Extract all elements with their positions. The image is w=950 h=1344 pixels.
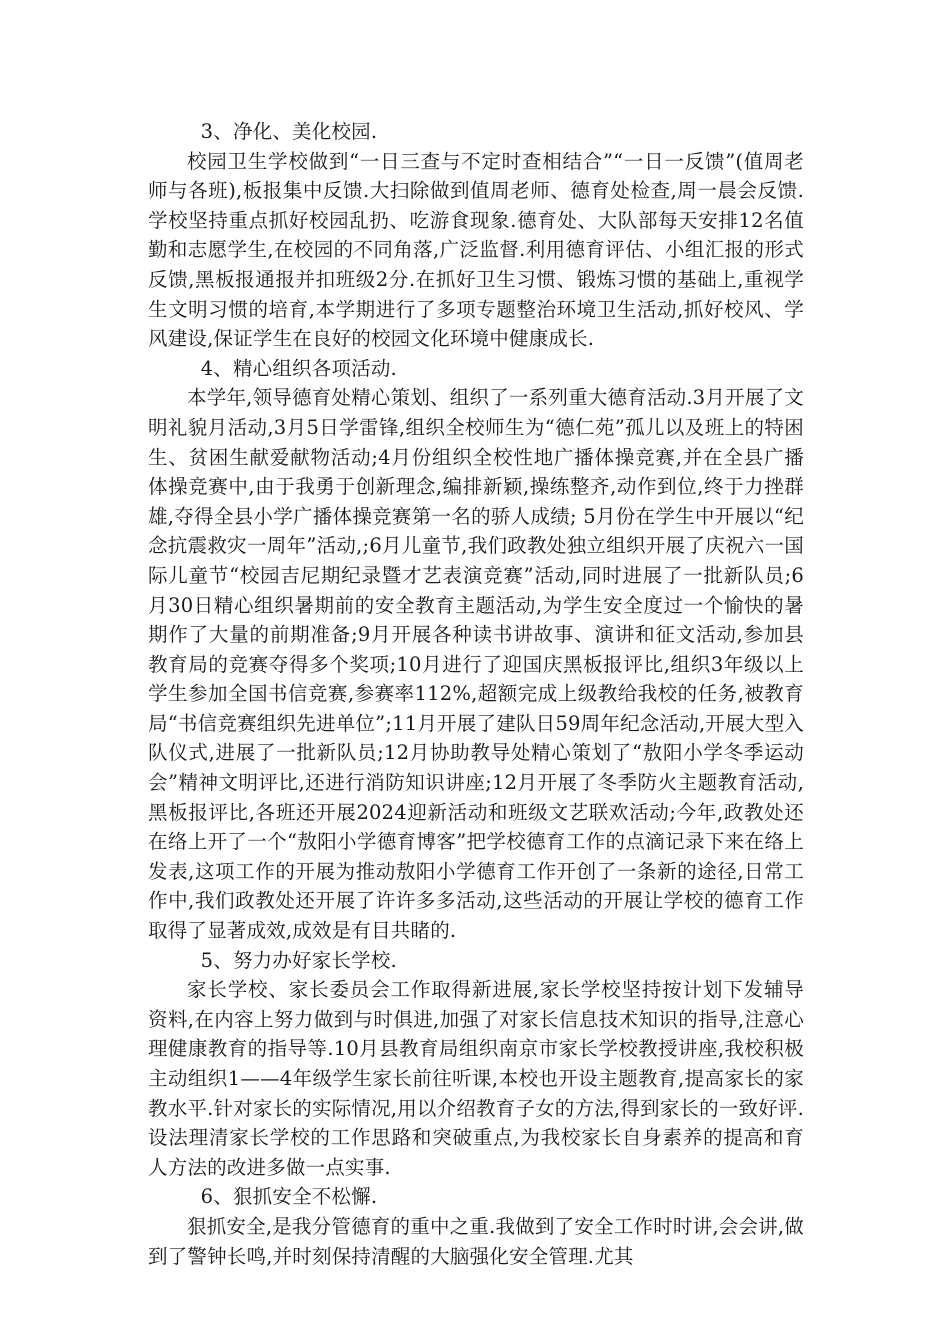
section-heading-6: 6、狠抓安全不松懈. — [200, 1185, 378, 1209]
section-paragraph-4: 本学年,领导德育处精心策划、组织了一系列重大德育活动.3月开展了文明礼貌月活动,3月5日学雷锋,组织全校师生为“德仁苑”孤儿以及班上的特困生、贫困生献爱献物活动;4月份组织全校性地广播体操竞赛,并在全县广播体操竞赛中,由于我勇于创新理念,编排新颖,操练整齐,动作到位,终于力挫群雄,夺得全县小学广播体操竞赛第一名的骄人成绩; 5月份在学生中开展以“纪念抗震救灾一周年”活动,;6月儿童节,我们政教处独立组织开展了庆祝六一国际儿童节“校园吉尼期纪录暨才艺表演竞赛”活动,同时进展了一批新队员;6月30日精心组织暑期前的安全教育主题活动,为学生安全度过一个愉快的暑期作了大量的前期准备;9月开展各种读书讲故事、演讲和征文活动,参加县教育局的竞赛夺得多个奖项;10月进行了迎国庆黑板报评比,组织3年级以上学生参加全国书信竞赛,参赛率112%,超额完成上级教给我校的任务,被教育局“书信竞赛组织先进单位”;11月开展了建队日59周年纪念活动,开展大型入队仪式,进展了一批新队员;12月协助教导处精心策划了“敖阳小学冬季运动会”精神文明评比,还进行消防知识讲座;12月开展了冬季防火主题教育活动,黑板报评比,各班还开展2024迎新活动和班级文艺联欢活动;今年,政教处还在络上开了一个“敖阳小学德育博客”把学校德育工作的点滴记录下来在络上发表,这项工作的开展为推动敖阳小学德育工作开创了一条新的途径,日常工作中,我们政教处还开展了许许多多活动,这些活动的开展让学校的德育工作取得了显著成效,成效是有目共睹的. — [148, 386, 804, 943]
section-heading-4: 4、精心组织各项活动. — [200, 356, 397, 380]
section-heading-3: 3、净化、美化校园. — [200, 120, 378, 143]
document-body — [148, 117, 804, 1271]
section-paragraph-5: 家长学校、家长委员会工作取得新进展,家长学校坚持按计划下发辅导资料,在内容上努力做到与时俱进,加强了对家长信息技术知识的指导,注意心理健康教育的指导等.10月县教育局组织南京市家长学校教授讲座,我校积极主动组织1——4年级学生家长前往听课,本校也开设主题教育,提高家长的家教水平.针对家长的实际情况,用以介绍教育子女的方法,得到家长的一致好评.设法理清家长学校的工作思路和突破重点,为我校家长自身素养的提高和育人方法的改进多做一点实事. — [148, 978, 804, 1179]
section-heading-5: 5、努力办好家长学校. — [200, 948, 397, 972]
section-paragraph-3: 校园卫生学校做到“一日三查与不定时查相结合”“一日一反馈”(值周老师与各班),板报集中反馈.大扫除做到值周老师、德育处检查,周一晨会反馈.学校坚持重点抓好校园乱扔、吃游食现象.德育处、大队部每天安排12名值勤和志愿学生,在校园的不同角落,广泛监督.利用德育评估、小组汇报的形式反馈,黑板报通报并扣班级2分.在抓好卫生习惯、锻炼习惯的基础上,重视学生文明习惯的培育,本学期进行了多项专题整治环境卫生活动,抓好校风、学风建设,保证学生在良好的校园文化环境中健康成长. — [148, 149, 804, 351]
section-paragraph-6: 狠抓安全,是我分管德育的重中之重.我做到了安全工作时时讲,会会讲,做到了警钟长鸣,并时刻保持清醒的大脑强化安全管理.尤其 — [148, 1214, 804, 1268]
